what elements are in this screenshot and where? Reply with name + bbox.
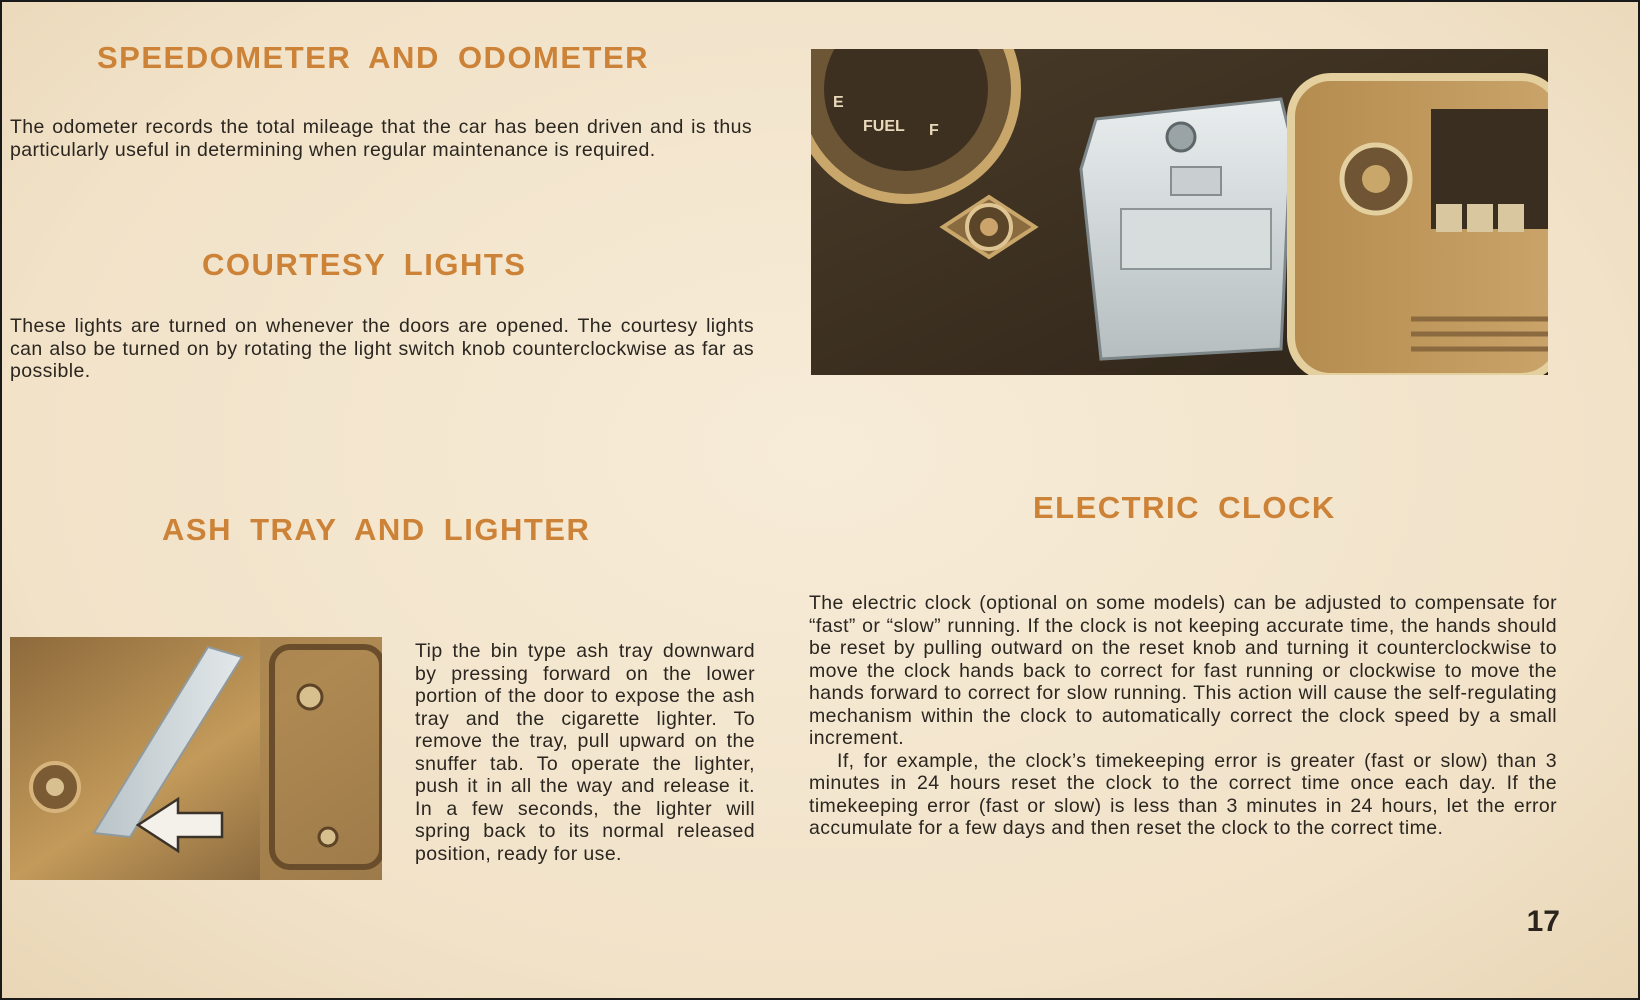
- heading-electric-clock: ELECTRIC CLOCK: [1033, 490, 1336, 525]
- fuel-gauge-empty-label: E: [833, 94, 844, 111]
- dash-knob-icon: [298, 685, 322, 709]
- page-number: 17: [1526, 905, 1560, 938]
- dash-knob-icon-2: [319, 828, 337, 846]
- dashboard-illustration: [811, 49, 1548, 375]
- fuel-gauge-label: FUEL: [863, 118, 905, 135]
- clock-paragraphs: [809, 592, 1557, 840]
- lighter-knob-center: [46, 778, 64, 796]
- speedometer-text: The odometer records the total mileage that the car has been driven and is thus particularly useful in determining when regular maintenance is required.: [10, 116, 752, 161]
- clock-paragraph-2: If, for example, the clock’s timekeeping error is greater (fast or slow) than 3 minutes in 24 hours reset the clock to the correct time once each day. If the timekeeping error (fast or slow) is less than 3 minutes in 24 hours, let the error accumulate for a few days and then reset the clock to the correct time.: [809, 749, 1557, 839]
- ash-tray-illustration: [10, 637, 382, 880]
- ash-tray-photo: [10, 637, 382, 880]
- dashboard-photo: [811, 49, 1548, 375]
- heading-courtesy-lights: COURTESY LIGHTS: [202, 247, 527, 282]
- courtesy-paragraph: [10, 315, 754, 383]
- clock-paragraph-1: The electric clock (optional on some models) can be adjusted to compensate for “fast” or “slow” running. If the clock is not keeping accurate time, the hands should be reset by pulling outward on the reset knob and turning it counterclockwise to move the clock hands back to correct for fast running or clockwise to move the hands forward to correct for slow running. This action will cause the self-regulating mechanism within the clock to automatically correct the clock speed by a small increment.: [809, 592, 1557, 749]
- heading-speedometer-odometer: SPEEDOMETER AND ODOMETER: [97, 40, 650, 75]
- ash-tray-text: Tip the bin type ash tray downward by pressing forward on the lower portion of the door to expose the ash tray and the cigarette lighter. To remove the tray, pull upward on the snuffer tab. To operate the lighter, push it in all the way and release it. In a few seconds, the lighter will spring back to its normal released position, ready for use.: [415, 640, 755, 865]
- open-ash-tray: [1081, 99, 1291, 359]
- heading-ash-tray-lighter: ASH TRAY AND LIGHTER: [162, 512, 591, 547]
- ash-tray-paragraph: [415, 640, 755, 865]
- instrument-panel: [1291, 77, 1548, 375]
- fuel-gauge-full-label: F: [929, 122, 939, 139]
- courtesy-text: These lights are turned on whenever the doors are opened. The courtesy lights can also be turned on by rotating the light switch knob counterclockwise as far as possible.: [10, 315, 754, 382]
- speedometer-paragraph: [10, 116, 752, 161]
